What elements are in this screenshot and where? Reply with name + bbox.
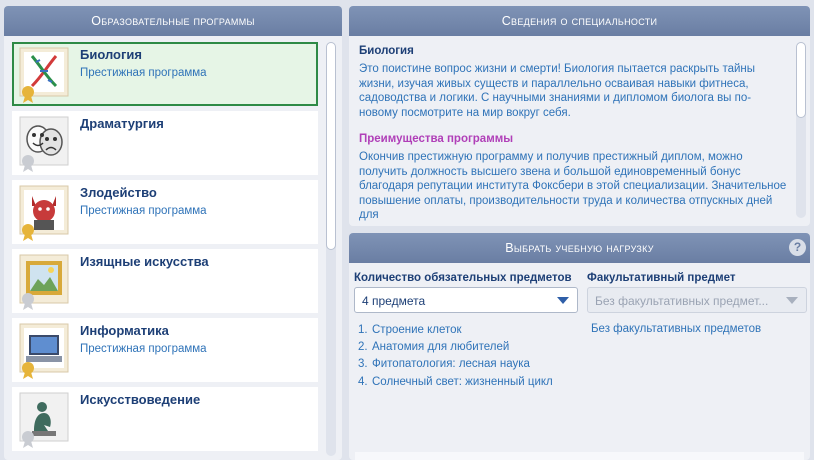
program-item-drama[interactable]: [12, 111, 318, 175]
painting-icon: [18, 253, 74, 311]
list-item: 4. Солнечный свет: жизненный цикл: [358, 375, 553, 388]
elective-dropdown: [587, 287, 807, 313]
course-load-header: Выбрать учебную нагрузку: [349, 233, 810, 263]
theater-masks-icon: [18, 115, 74, 173]
bottom-strip: [355, 452, 804, 460]
program-title: Драматургия: [80, 116, 164, 131]
program-item-computer-science[interactable]: [12, 318, 318, 382]
specialty-info-body: [359, 44, 789, 224]
chevron-down-icon: [786, 297, 798, 304]
programs-scrollbar[interactable]: [326, 42, 336, 456]
required-courses-list: [358, 323, 578, 392]
program-subtitle: Престижная программа: [80, 67, 207, 79]
program-title: Информатика: [80, 323, 169, 338]
computer-icon: [18, 322, 74, 380]
course-load-panel: [349, 233, 810, 460]
program-item-art-history[interactable]: [12, 387, 318, 451]
required-courses-value: 4 предмета: [362, 294, 426, 308]
specialty-info-scrollbar[interactable]: [796, 42, 806, 218]
required-courses-label: Количество обязательных предметов: [354, 272, 572, 284]
list-item: 2. Анатомия для любителей: [358, 341, 510, 354]
list-item: 3. Фитопатология: лесная наука: [358, 358, 530, 371]
programs-panel-header: Образовательные программы: [4, 6, 342, 36]
program-title: Искусствоведение: [80, 392, 201, 407]
specialty-info-scrollbar-thumb[interactable]: [796, 42, 806, 118]
required-courses-dropdown[interactable]: [354, 287, 578, 313]
elective-label: Факультативный предмет: [587, 272, 736, 284]
specialty-info-header: Сведения о специальности: [349, 6, 810, 36]
program-title: Злодейство: [80, 185, 157, 200]
programs-scrollbar-thumb[interactable]: [326, 42, 336, 250]
devil-icon: [18, 184, 74, 242]
advantages-title: Преимущества программы: [359, 133, 514, 146]
elective-none-text: Без факультативных предметов: [591, 323, 762, 335]
program-subtitle: Престижная программа: [80, 343, 207, 355]
program-item-villainy[interactable]: [12, 180, 318, 244]
help-icon[interactable]: ?: [789, 239, 806, 256]
chevron-down-icon: [557, 297, 569, 304]
advantages-text: Окончив престижную программу и получив престижный диплом, можно получить должность высшего звена и большой единовременный бонус благодаря репутации института Фоксбери в этой специализации. Значительное повышение оплаты, производительности труда и количества отпускных дней для: [359, 151, 787, 222]
specialty-description: Это поистине вопрос жизни и смерти! Биология пытается раскрыть тайны жизни, изучая живых существ и параллельно осваивая навыки фитнеса, садоводства и логики. С научными знаниями и дипломом биолога вы по-новому посмотрите на мир вокруг себя.: [359, 63, 756, 119]
dna-icon: [18, 46, 74, 104]
programs-list: [12, 42, 320, 460]
elective-value: Без факультативных предмет...: [595, 294, 769, 308]
program-title: Изящные искусства: [80, 254, 209, 269]
program-title: Биология: [80, 47, 142, 62]
specialty-info-panel: [349, 6, 810, 226]
program-item-fine-arts[interactable]: [12, 249, 318, 313]
list-item: 1. Строение клеток: [358, 324, 462, 336]
programs-panel: [4, 6, 342, 460]
program-subtitle: Престижная программа: [80, 205, 207, 217]
specialty-title: Биология: [359, 45, 414, 57]
program-item-biology[interactable]: [12, 42, 318, 106]
course-load-body: [349, 263, 810, 460]
thinker-statue-icon: [18, 391, 74, 449]
